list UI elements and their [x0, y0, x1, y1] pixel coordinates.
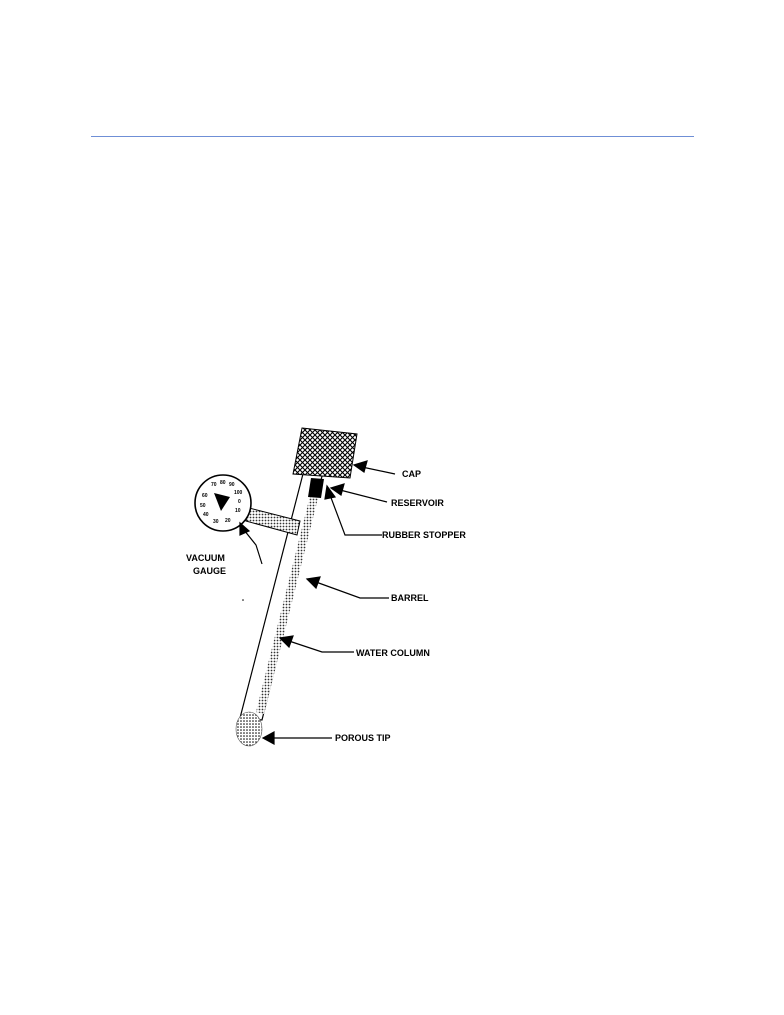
porous-tip-shape [236, 712, 262, 746]
label-rubber-stopper: RUBBER STOPPER [382, 530, 466, 540]
label-water-column: WATER COLUMN [356, 648, 430, 658]
reservoir-leader [340, 490, 387, 502]
gauge-dial-20: 20 [225, 518, 231, 524]
porous-tip-arrowhead [263, 732, 274, 744]
rubber-stopper-leader [330, 495, 382, 535]
gauge-arm [246, 508, 300, 535]
label-vacuum: VACUUM [186, 553, 225, 563]
vacuum-gauge-leader [244, 530, 262, 564]
cap-shape [293, 428, 357, 478]
gauge-dial-30: 30 [213, 519, 219, 525]
cap-arrowhead [354, 461, 367, 472]
barrel-leader [316, 582, 389, 598]
label-cap: CAP [402, 469, 422, 479]
label-gauge: GAUGE [193, 566, 227, 576]
label-barrel: BARREL [391, 593, 429, 603]
vacuum-gauge-arrowhead [240, 523, 249, 535]
speck [242, 599, 244, 601]
gauge-dial-10: 10 [235, 508, 241, 514]
barrel-tube [240, 470, 323, 720]
gauge-dial-90: 90 [229, 482, 235, 488]
cap-leader [362, 467, 395, 474]
label-reservoir: RESERVOIR [391, 498, 444, 508]
gauge-dial-60: 60 [202, 493, 208, 499]
water-column-leader [289, 641, 354, 652]
gauge-dial-70: 70 [211, 482, 217, 488]
gauge-dial-40: 40 [203, 512, 209, 518]
vacuum-gauge [195, 475, 251, 531]
label-porous-tip: POROUS TIP [335, 733, 391, 743]
gauge-dial-0: 0 [238, 499, 241, 505]
gauge-dial-100: 100 [234, 490, 243, 496]
barrel-arrowhead [307, 577, 320, 588]
gauge-dial-80: 80 [220, 480, 226, 486]
gauge-dial-50: 50 [200, 503, 206, 509]
